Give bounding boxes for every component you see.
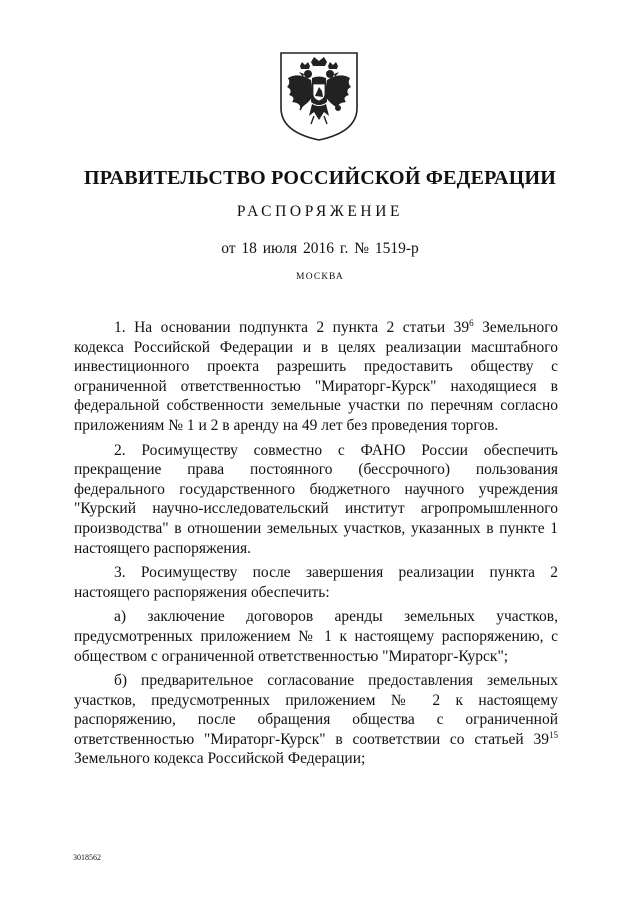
paragraph-2: 2. Росимуществу совместно с ФАНО России обеспечить прекращение права постоянного (бессрочного) пользования федерального государственного бюджетного научного учреждения "Курский научно-исследовательский институт агропромышленного производства" в отношении земельных участков, указанных в пункте 1 настоящего распоряжения.: [74, 441, 558, 557]
document-type: РАСПОРЯЖЕНИЕ: [236, 203, 404, 220]
paragraph-3: 3. Росимуществу после завершения реализации пункта 2 настоящего распоряжения обеспечить:: [74, 564, 558, 601]
document-city: МОСКВА: [296, 272, 344, 282]
document-body: [74, 318, 558, 774]
paragraph-1: 1. На основании подпункта 2 пункта 2 статьи $39^6$ Земельного кодекса Российской Федерации и в целях реализации масштабного инвестиционного проекта разрешить предоставить обществу с ограниченной ответственностью "Мираторг-Курск" находящиеся в федеральной собственности земельные участки по перечням согласно приложениям № 1 и 2 в аренду на 49 лет без проведения торгов.: [74, 317, 558, 434]
russian-coat-of-arms-emblem-icon: [278, 50, 360, 142]
document-date-number: от 18 июля 2016 г. № 1519-р: [221, 240, 419, 257]
government-title: ПРАВИТЕЛЬСТВО РОССИЙСКОЙ ФЕДЕРАЦИИ: [84, 167, 556, 189]
paragraph-3b: б) предварительное согласование предоставления земельных участков, предусмотренных приложением № 2 к настоящему распоряжению, после обращения общества с ограниченной ответственностью "Мираторг-Курск" в соответствии со статьей $39^{15}$ Земельного кодекса Российской Федерации;: [74, 672, 558, 768]
document-code: 3018562: [73, 853, 101, 862]
paragraph-3a: а) заключение договоров аренды земельных участков, предусмотренных приложением № 1 к настоящему распоряжению, с обществом с ограниченной ответственностью "Мираторг-Курск";: [74, 608, 558, 665]
